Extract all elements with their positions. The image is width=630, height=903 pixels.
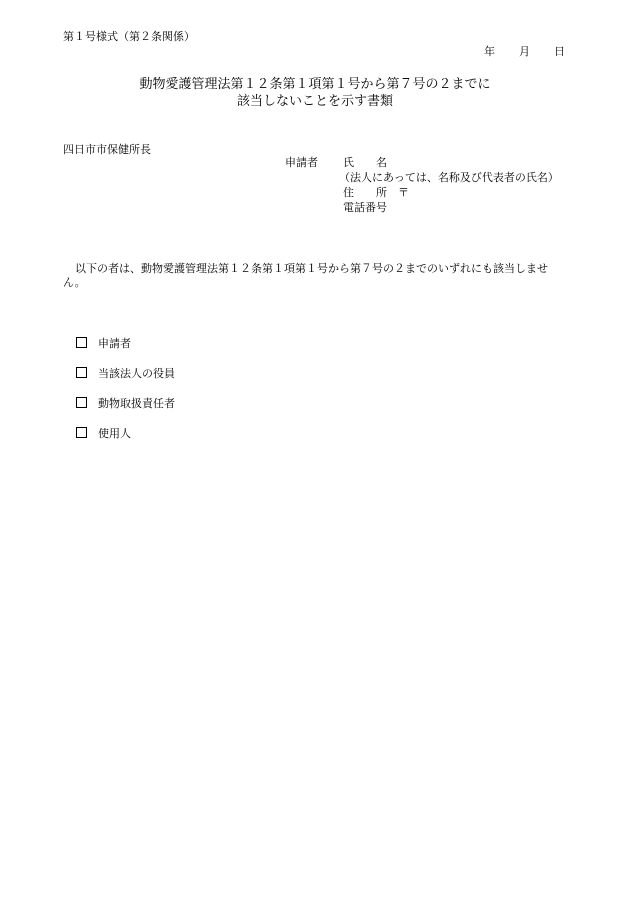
date-day-label: 日 bbox=[554, 45, 565, 58]
date-year-label: 年 bbox=[484, 45, 495, 58]
applicant-label: 申請者 bbox=[285, 156, 318, 169]
checklist-item-label: 動物取扱責任者 bbox=[98, 397, 175, 410]
checklist-item-label: 申請者 bbox=[98, 337, 131, 350]
applicant-name-label: 氏 名 bbox=[343, 156, 387, 169]
checklist-item-animal-handling-manager[interactable] bbox=[76, 397, 175, 410]
checkbox[interactable] bbox=[76, 337, 87, 348]
checklist-item-corporate-officer[interactable] bbox=[76, 367, 175, 380]
document-title-line-2: 該当しないことを示す書類 bbox=[236, 94, 393, 109]
checklist-item-label: 当該法人の役員 bbox=[98, 367, 175, 380]
checklist-item-label: 使用人 bbox=[98, 427, 131, 440]
date-month-label: 月 bbox=[519, 45, 530, 58]
document-title-line-1: 動物愛護管理法第１２条第１項第１号から第７号の２までに bbox=[139, 77, 491, 92]
applicant-phone-label: 電話番号 bbox=[343, 201, 387, 214]
checkbox[interactable] bbox=[76, 367, 87, 378]
checklist-item-applicant[interactable] bbox=[76, 337, 131, 350]
checkbox[interactable] bbox=[76, 397, 87, 408]
declaration-statement: 以下の者は、動物愛護管理法第１２条第１項第１号から第７号の２までのいずれにも該当しません。 bbox=[63, 262, 548, 289]
document-title bbox=[0, 76, 630, 110]
checkbox[interactable] bbox=[76, 427, 87, 438]
addressee: 四日市市保健所長 bbox=[63, 143, 151, 156]
applicant-address-label: 住 所 〒 bbox=[343, 186, 409, 199]
form-number: 第１号様式（第２条関係） bbox=[63, 30, 195, 43]
date-line bbox=[484, 45, 565, 58]
applicant-name-note: （法人にあっては、名称及び代表者の氏名） bbox=[339, 171, 559, 184]
checklist-item-employee[interactable] bbox=[76, 427, 131, 440]
